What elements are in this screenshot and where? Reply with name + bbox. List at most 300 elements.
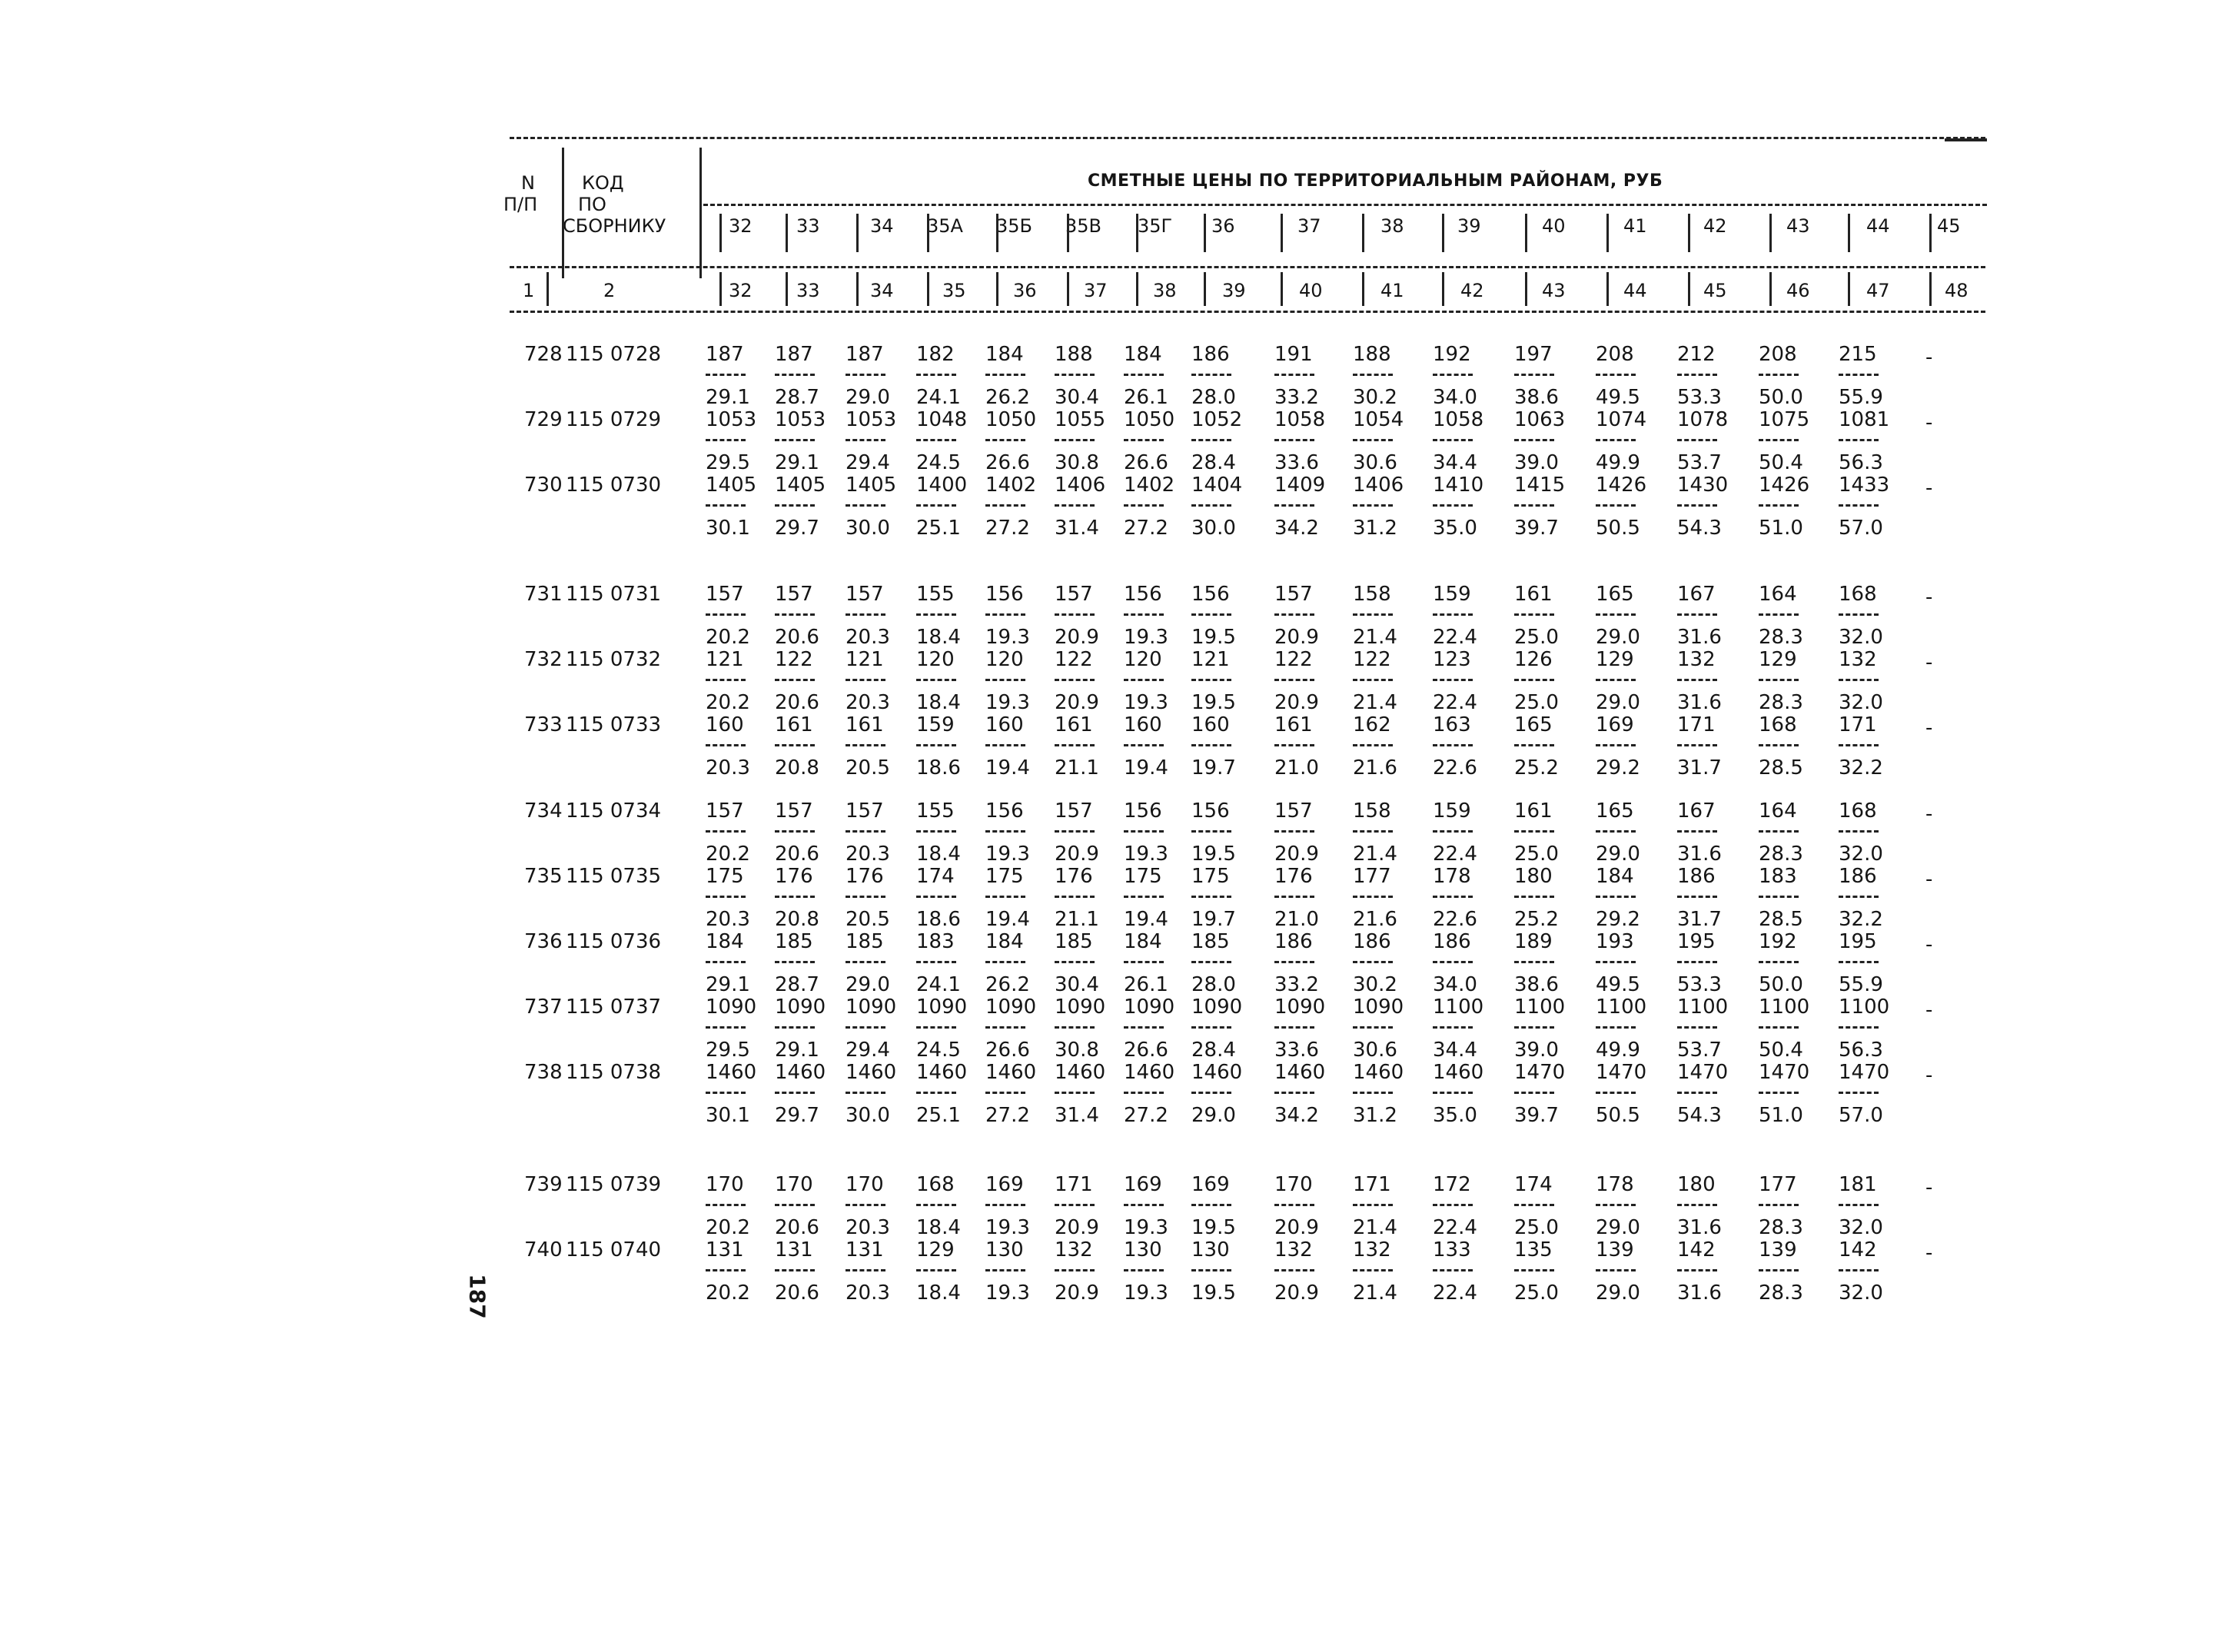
index-value: 33.2 bbox=[1274, 973, 1319, 996]
index-value: 25.0 bbox=[1514, 691, 1559, 714]
col1-title-line2: П/П bbox=[503, 194, 538, 215]
index-value: 33.2 bbox=[1274, 386, 1319, 409]
fraction-line bbox=[1191, 896, 1231, 898]
fraction-line bbox=[985, 504, 1025, 507]
region-label-6: 35Г bbox=[1138, 215, 1173, 237]
row-number: 740 bbox=[524, 1238, 563, 1261]
index-value: 20.2 bbox=[706, 691, 750, 714]
price-value: 175 bbox=[1191, 865, 1230, 888]
index-value: 21.1 bbox=[1055, 756, 1099, 779]
price-value: 1090 bbox=[916, 996, 968, 1019]
index-value: 28.7 bbox=[775, 973, 819, 996]
index-value: 19.5 bbox=[1191, 1216, 1236, 1239]
fraction-line bbox=[775, 961, 815, 963]
fraction-line bbox=[1596, 1092, 1636, 1094]
region-vbar-5 bbox=[1067, 214, 1069, 252]
index-value: 34.2 bbox=[1274, 1104, 1319, 1127]
index-value: 24.5 bbox=[916, 451, 961, 474]
price-value: 175 bbox=[1124, 865, 1162, 888]
fraction-line bbox=[1514, 374, 1554, 376]
header-top-rule-dashed bbox=[510, 137, 1985, 139]
price-value: 186 bbox=[1353, 930, 1391, 953]
price-value: 184 bbox=[706, 930, 744, 953]
index-value: 30.0 bbox=[846, 517, 890, 540]
index-value: 21.4 bbox=[1353, 691, 1397, 714]
fraction-line bbox=[1274, 613, 1314, 616]
index-value: 28.7 bbox=[775, 386, 819, 409]
index-value: 19.3 bbox=[985, 691, 1030, 714]
fraction-line bbox=[1433, 1269, 1473, 1271]
price-value: 156 bbox=[985, 583, 1024, 606]
fraction-line bbox=[1191, 374, 1231, 376]
fraction-line bbox=[1839, 679, 1879, 681]
row-tail-dash: - bbox=[1925, 411, 1933, 434]
index-value: 25.0 bbox=[1514, 1216, 1559, 1239]
index-value: 56.3 bbox=[1839, 451, 1883, 474]
fraction-line bbox=[1433, 744, 1473, 746]
index-value: 29.2 bbox=[1596, 908, 1640, 931]
fraction-line bbox=[1353, 830, 1393, 833]
price-value: 129 bbox=[1596, 648, 1634, 671]
index-value: 29.1 bbox=[775, 451, 819, 474]
price-value: 208 bbox=[1596, 343, 1634, 366]
header-bottom-rule bbox=[510, 311, 1985, 313]
index-value: 21.0 bbox=[1274, 756, 1319, 779]
price-value: 1058 bbox=[1274, 408, 1326, 431]
price-value: 159 bbox=[1433, 799, 1471, 823]
fraction-line bbox=[1274, 1026, 1314, 1029]
fraction-line bbox=[1677, 896, 1717, 898]
row-code: 115 0728 bbox=[566, 343, 662, 366]
fraction-line bbox=[916, 374, 956, 376]
index-value: 53.7 bbox=[1677, 451, 1722, 474]
colnum-vbar-2 bbox=[856, 272, 859, 306]
fraction-line bbox=[1274, 830, 1314, 833]
fraction-line bbox=[1839, 896, 1879, 898]
colnum-vbar-0 bbox=[719, 272, 722, 306]
price-value: 168 bbox=[1759, 713, 1797, 736]
price-value: 157 bbox=[1274, 799, 1313, 823]
price-value: 157 bbox=[1055, 583, 1093, 606]
row-number: 737 bbox=[524, 996, 563, 1019]
price-value: 183 bbox=[916, 930, 955, 953]
fraction-line bbox=[1596, 896, 1636, 898]
index-value: 20.9 bbox=[1055, 691, 1099, 714]
fraction-line bbox=[1514, 504, 1554, 507]
fraction-line bbox=[846, 896, 885, 898]
price-value: 171 bbox=[1839, 713, 1877, 736]
price-value: 192 bbox=[1433, 343, 1471, 366]
price-value: 184 bbox=[1124, 343, 1162, 366]
col2-title-line2: ПО bbox=[578, 194, 606, 215]
index-value: 19.5 bbox=[1191, 691, 1236, 714]
index-value: 20.6 bbox=[775, 1216, 819, 1239]
index-value: 50.5 bbox=[1596, 1104, 1640, 1127]
fraction-line bbox=[775, 504, 815, 507]
fraction-line bbox=[1677, 744, 1717, 746]
region-vbar-12 bbox=[1606, 214, 1609, 252]
price-value: 142 bbox=[1677, 1238, 1716, 1261]
fraction-line bbox=[1191, 679, 1231, 681]
price-value: 121 bbox=[846, 648, 884, 671]
fraction-line bbox=[1433, 1204, 1473, 1206]
row-code: 115 0730 bbox=[566, 474, 662, 497]
index-value: 30.1 bbox=[706, 1104, 750, 1127]
fraction-line bbox=[1124, 896, 1164, 898]
fraction-line bbox=[1274, 679, 1314, 681]
fraction-line bbox=[1124, 1092, 1164, 1094]
index-value: 25.2 bbox=[1514, 756, 1559, 779]
fraction-line bbox=[1433, 439, 1473, 441]
fraction-line bbox=[1055, 1092, 1095, 1094]
fraction-line bbox=[1596, 1204, 1636, 1206]
fraction-line bbox=[1677, 830, 1717, 833]
price-value: 1470 bbox=[1596, 1061, 1647, 1084]
price-value: 176 bbox=[1055, 865, 1093, 888]
region-label-7: 36 bbox=[1211, 215, 1235, 237]
fraction-line bbox=[985, 679, 1025, 681]
fraction-line bbox=[1433, 613, 1473, 616]
fraction-line bbox=[1514, 1269, 1554, 1271]
fraction-line bbox=[1055, 896, 1095, 898]
price-value: 184 bbox=[1596, 865, 1634, 888]
fraction-line bbox=[1353, 896, 1393, 898]
fraction-line bbox=[775, 1204, 815, 1206]
price-value: 160 bbox=[985, 713, 1024, 736]
fraction-line bbox=[1433, 679, 1473, 681]
index-value: 35.0 bbox=[1433, 1104, 1477, 1127]
fraction-line bbox=[1596, 374, 1636, 376]
index-value: 28.3 bbox=[1759, 626, 1803, 649]
col-number-18: 48 bbox=[1945, 280, 1968, 301]
fraction-line bbox=[985, 1092, 1025, 1094]
fraction-line bbox=[1191, 1204, 1231, 1206]
index-value: 49.9 bbox=[1596, 1039, 1640, 1062]
index-value: 19.3 bbox=[1124, 691, 1168, 714]
price-value: 161 bbox=[1514, 583, 1553, 606]
index-value: 21.0 bbox=[1274, 908, 1319, 931]
index-value: 19.3 bbox=[1124, 1281, 1168, 1305]
index-value: 29.1 bbox=[706, 973, 750, 996]
index-value: 24.1 bbox=[916, 386, 961, 409]
index-value: 24.5 bbox=[916, 1039, 961, 1062]
price-value: 177 bbox=[1353, 865, 1391, 888]
index-value: 57.0 bbox=[1839, 1104, 1883, 1127]
region-vbar-4 bbox=[996, 214, 998, 252]
fraction-line bbox=[846, 961, 885, 963]
fraction-line bbox=[846, 374, 885, 376]
index-value: 20.6 bbox=[775, 691, 819, 714]
price-value: 1406 bbox=[1353, 474, 1404, 497]
price-value: 1402 bbox=[1124, 474, 1175, 497]
price-value: 139 bbox=[1596, 1238, 1634, 1261]
price-value: 155 bbox=[916, 583, 955, 606]
region-label-2: 34 bbox=[870, 215, 894, 237]
price-value: 157 bbox=[1274, 583, 1313, 606]
index-value: 27.2 bbox=[985, 1104, 1030, 1127]
region-vbar-9 bbox=[1362, 214, 1364, 252]
index-value: 27.2 bbox=[1124, 517, 1168, 540]
fraction-line bbox=[1839, 961, 1879, 963]
region-vbar-3 bbox=[927, 214, 929, 252]
fraction-line bbox=[1055, 504, 1095, 507]
index-value: 20.9 bbox=[1055, 843, 1099, 866]
price-value: 157 bbox=[775, 583, 813, 606]
index-value: 20.5 bbox=[846, 908, 890, 931]
index-value: 25.2 bbox=[1514, 908, 1559, 931]
price-value: 1410 bbox=[1433, 474, 1484, 497]
index-value: 39.0 bbox=[1514, 1039, 1559, 1062]
price-value: 1053 bbox=[775, 408, 826, 431]
fraction-line bbox=[1839, 1204, 1879, 1206]
price-value: 1100 bbox=[1433, 996, 1484, 1019]
index-value: 20.3 bbox=[706, 756, 750, 779]
index-value: 38.6 bbox=[1514, 973, 1559, 996]
fraction-line bbox=[916, 744, 956, 746]
index-value: 28.5 bbox=[1759, 908, 1803, 931]
colnum-vbar-6 bbox=[1136, 272, 1138, 306]
fraction-line bbox=[846, 504, 885, 507]
price-value: 1405 bbox=[846, 474, 897, 497]
fraction-line bbox=[1433, 830, 1473, 833]
index-value: 28.5 bbox=[1759, 756, 1803, 779]
index-value: 20.8 bbox=[775, 908, 819, 931]
region-label-8: 37 bbox=[1297, 215, 1321, 237]
row-tail-dash: - bbox=[1925, 586, 1933, 609]
fraction-line bbox=[1514, 1026, 1554, 1029]
price-value: 1406 bbox=[1055, 474, 1106, 497]
fraction-line bbox=[1191, 744, 1231, 746]
price-value: 185 bbox=[1055, 930, 1093, 953]
index-value: 20.8 bbox=[775, 756, 819, 779]
price-value: 1470 bbox=[1677, 1061, 1729, 1084]
fraction-line bbox=[706, 1026, 746, 1029]
fraction-line bbox=[985, 374, 1025, 376]
index-value: 57.0 bbox=[1839, 517, 1883, 540]
index-value: 20.5 bbox=[846, 756, 890, 779]
fraction-line bbox=[1353, 961, 1393, 963]
fraction-line bbox=[775, 679, 815, 681]
header-sep-rule bbox=[510, 266, 1985, 268]
col-number-1: 2 bbox=[603, 280, 616, 301]
fraction-line bbox=[1596, 961, 1636, 963]
price-value: 132 bbox=[1274, 1238, 1313, 1261]
price-value: 161 bbox=[1274, 713, 1313, 736]
region-vbar-13 bbox=[1688, 214, 1690, 252]
region-label-4: 35Б bbox=[996, 215, 1033, 237]
row-number: 735 bbox=[524, 865, 563, 888]
index-value: 33.6 bbox=[1274, 1039, 1319, 1062]
index-value: 51.0 bbox=[1759, 517, 1803, 540]
index-value: 18.6 bbox=[916, 908, 961, 931]
price-value: 131 bbox=[846, 1238, 884, 1261]
index-value: 53.3 bbox=[1677, 386, 1722, 409]
price-value: 168 bbox=[1839, 583, 1877, 606]
price-value: 160 bbox=[1191, 713, 1230, 736]
index-value: 20.3 bbox=[706, 908, 750, 931]
region-vbar-10 bbox=[1442, 214, 1444, 252]
fraction-line bbox=[1839, 1092, 1879, 1094]
index-value: 26.1 bbox=[1124, 386, 1168, 409]
fraction-line bbox=[775, 374, 815, 376]
fraction-line bbox=[1191, 1026, 1231, 1029]
fraction-line bbox=[1191, 830, 1231, 833]
index-value: 33.6 bbox=[1274, 451, 1319, 474]
fraction-line bbox=[1353, 679, 1393, 681]
fraction-line bbox=[1124, 1204, 1164, 1206]
index-value: 29.7 bbox=[775, 1104, 819, 1127]
page-number: 187 bbox=[464, 1274, 490, 1319]
index-value: 29.5 bbox=[706, 1039, 750, 1062]
index-value: 25.0 bbox=[1514, 843, 1559, 866]
fraction-line bbox=[1055, 613, 1095, 616]
fraction-line bbox=[775, 613, 815, 616]
price-value: 1090 bbox=[775, 996, 826, 1019]
fraction-line bbox=[1677, 1092, 1717, 1094]
price-value: 186 bbox=[1274, 930, 1313, 953]
price-value: 1075 bbox=[1759, 408, 1810, 431]
price-value: 167 bbox=[1677, 799, 1716, 823]
price-value: 186 bbox=[1191, 343, 1230, 366]
price-value: 175 bbox=[985, 865, 1024, 888]
index-value: 35.0 bbox=[1433, 517, 1477, 540]
fraction-line bbox=[1759, 744, 1799, 746]
fraction-line bbox=[1759, 830, 1799, 833]
index-value: 20.9 bbox=[1274, 843, 1319, 866]
region-label-15: 44 bbox=[1866, 215, 1890, 237]
index-value: 55.9 bbox=[1839, 973, 1883, 996]
index-value: 30.4 bbox=[1055, 973, 1099, 996]
index-value: 20.2 bbox=[706, 1281, 750, 1305]
fraction-line bbox=[846, 1092, 885, 1094]
index-value: 26.2 bbox=[985, 973, 1030, 996]
index-value: 51.0 bbox=[1759, 1104, 1803, 1127]
fraction-line bbox=[1274, 896, 1314, 898]
index-value: 54.3 bbox=[1677, 517, 1722, 540]
price-value: 1426 bbox=[1759, 474, 1810, 497]
price-value: 1100 bbox=[1596, 996, 1647, 1019]
fraction-line bbox=[1353, 1204, 1393, 1206]
price-value: 132 bbox=[1839, 648, 1877, 671]
fraction-line bbox=[1353, 504, 1393, 507]
fraction-line bbox=[846, 744, 885, 746]
index-value: 29.1 bbox=[775, 1039, 819, 1062]
row-number: 739 bbox=[524, 1173, 563, 1196]
price-value: 175 bbox=[706, 865, 744, 888]
row-code: 115 0738 bbox=[566, 1061, 662, 1084]
price-value: 183 bbox=[1759, 865, 1797, 888]
row-code: 115 0732 bbox=[566, 648, 662, 671]
fraction-line bbox=[1124, 504, 1164, 507]
price-value: 130 bbox=[1124, 1238, 1162, 1261]
price-value: 1460 bbox=[1274, 1061, 1326, 1084]
fraction-line bbox=[846, 679, 885, 681]
region-label-1: 33 bbox=[796, 215, 820, 237]
price-value: 1100 bbox=[1677, 996, 1729, 1019]
fraction-line bbox=[916, 439, 956, 441]
price-value: 184 bbox=[985, 343, 1024, 366]
fraction-line bbox=[1433, 896, 1473, 898]
fraction-line bbox=[985, 1026, 1025, 1029]
price-value: 1415 bbox=[1514, 474, 1566, 497]
row-code: 115 0736 bbox=[566, 930, 662, 953]
index-value: 21.1 bbox=[1055, 908, 1099, 931]
index-value: 39.7 bbox=[1514, 1104, 1559, 1127]
fraction-line bbox=[706, 744, 746, 746]
index-value: 31.6 bbox=[1677, 626, 1722, 649]
price-value: 121 bbox=[706, 648, 744, 671]
fraction-line bbox=[1055, 830, 1095, 833]
colnum-vbar-14 bbox=[1769, 272, 1772, 306]
index-value: 28.3 bbox=[1759, 1216, 1803, 1239]
index-value: 29.7 bbox=[775, 517, 819, 540]
fraction-line bbox=[1274, 1269, 1314, 1271]
price-value: 1053 bbox=[846, 408, 897, 431]
fraction-line bbox=[1353, 1092, 1393, 1094]
price-value: 1055 bbox=[1055, 408, 1106, 431]
fraction-line bbox=[706, 1204, 746, 1206]
index-value: 20.2 bbox=[706, 1216, 750, 1239]
price-value: 1090 bbox=[985, 996, 1037, 1019]
index-value: 34.4 bbox=[1433, 451, 1477, 474]
index-value: 32.0 bbox=[1839, 691, 1883, 714]
index-value: 50.5 bbox=[1596, 517, 1640, 540]
fraction-line bbox=[1514, 961, 1554, 963]
fraction-line bbox=[706, 613, 746, 616]
index-value: 54.3 bbox=[1677, 1104, 1722, 1127]
price-value: 1090 bbox=[846, 996, 897, 1019]
price-value: 131 bbox=[706, 1238, 744, 1261]
price-value: 1460 bbox=[1124, 1061, 1175, 1084]
index-value: 39.7 bbox=[1514, 517, 1559, 540]
price-value: 1470 bbox=[1759, 1061, 1810, 1084]
index-value: 50.4 bbox=[1759, 451, 1803, 474]
fraction-line bbox=[916, 1269, 956, 1271]
price-value: 185 bbox=[846, 930, 884, 953]
index-value: 31.4 bbox=[1055, 1104, 1099, 1127]
index-value: 18.4 bbox=[916, 1216, 961, 1239]
index-value: 19.3 bbox=[1124, 843, 1168, 866]
fraction-line bbox=[1274, 744, 1314, 746]
fraction-line bbox=[775, 1092, 815, 1094]
fraction-line bbox=[1055, 1204, 1095, 1206]
price-value: 195 bbox=[1839, 930, 1877, 953]
index-value: 31.7 bbox=[1677, 756, 1722, 779]
row-number: 733 bbox=[524, 713, 563, 736]
row-code: 115 0734 bbox=[566, 799, 662, 823]
price-value: 1405 bbox=[775, 474, 826, 497]
fraction-line bbox=[1353, 1269, 1393, 1271]
price-value: 123 bbox=[1433, 648, 1471, 671]
row-code: 115 0739 bbox=[566, 1173, 662, 1196]
col-number-4: 34 bbox=[870, 280, 894, 301]
price-value: 1100 bbox=[1839, 996, 1890, 1019]
colnum-vbar-16 bbox=[1929, 272, 1932, 306]
price-value: 130 bbox=[1191, 1238, 1230, 1261]
index-value: 19.7 bbox=[1191, 908, 1236, 931]
price-value: 181 bbox=[1839, 1173, 1877, 1196]
index-value: 19.5 bbox=[1191, 843, 1236, 866]
index-value: 31.4 bbox=[1055, 517, 1099, 540]
index-value: 34.4 bbox=[1433, 1039, 1477, 1062]
index-value: 31.6 bbox=[1677, 691, 1722, 714]
index-value: 39.0 bbox=[1514, 451, 1559, 474]
fraction-line bbox=[1759, 961, 1799, 963]
region-label-9: 38 bbox=[1380, 215, 1404, 237]
index-value: 29.4 bbox=[846, 451, 890, 474]
price-value: 178 bbox=[1596, 1173, 1634, 1196]
col-number-16: 46 bbox=[1786, 280, 1810, 301]
